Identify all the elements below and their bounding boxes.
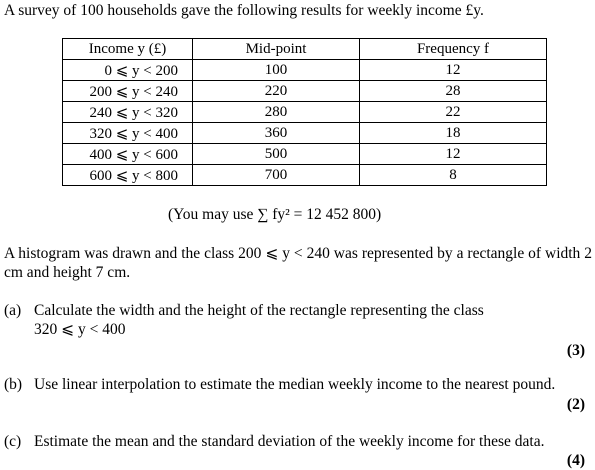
question-a-continuation: 320 ⩽ y < 400 <box>34 321 126 338</box>
frequency-cell: 18 <box>360 123 547 144</box>
header-frequency: Frequency f <box>360 39 547 60</box>
midpoint-cell: 100 <box>193 60 360 81</box>
income-cell: 0 ⩽ y < 200 <box>63 60 193 81</box>
income-cell: 320 ⩽ y < 400 <box>63 123 193 144</box>
question-c <box>4 433 544 451</box>
income-cell: 400 ⩽ y < 600 <box>63 144 193 165</box>
table-row <box>63 102 547 123</box>
formula-hint: (You may use ∑ fy² = 12 452 800) <box>168 206 382 223</box>
header-income: Income y (£) <box>63 39 193 60</box>
midpoint-cell: 700 <box>193 165 360 186</box>
question-a <box>4 302 484 320</box>
header-midpoint: Mid-point <box>193 39 360 60</box>
midpoint-cell: 220 <box>193 81 360 102</box>
intro-text: A survey of 100 households gave the following results for weekly income £y. <box>4 2 484 19</box>
frequency-cell: 28 <box>360 81 547 102</box>
question-text: Calculate the width and the height of the rectangle representing the class <box>34 302 484 319</box>
table-header-row <box>63 39 547 60</box>
question-c-marks: (4) <box>566 452 585 469</box>
midpoint-cell: 360 <box>193 123 360 144</box>
income-cell: 200 ⩽ y < 240 <box>63 81 193 102</box>
table-row <box>63 144 547 165</box>
midpoint-cell: 500 <box>193 144 360 165</box>
question-text: Estimate the mean and the standard deviation of the weekly income for these data. <box>34 433 545 450</box>
question-label: (a) <box>4 302 22 319</box>
question-text: Use linear interpolation to estimate the median weekly income to the nearest pound. <box>34 376 556 393</box>
midpoint-cell: 280 <box>193 102 360 123</box>
table-row <box>63 165 547 186</box>
income-cell: 600 ⩽ y < 800 <box>63 165 193 186</box>
frequency-cell: 22 <box>360 102 547 123</box>
frequency-cell: 8 <box>360 165 547 186</box>
income-table <box>62 38 547 186</box>
histogram-paragraph: A histogram was drawn and the class 200 ⩽ y < 240 was represented by a rectangle of width 2 cm and height 7 cm. <box>4 245 592 281</box>
question-b-marks: (2) <box>566 396 585 413</box>
question-b <box>4 376 555 394</box>
table-row <box>63 81 547 102</box>
question-a-marks: (3) <box>566 342 585 359</box>
frequency-cell: 12 <box>360 60 547 81</box>
frequency-cell: 12 <box>360 144 547 165</box>
question-label: (b) <box>4 376 23 393</box>
table-row <box>63 60 547 81</box>
income-cell: 240 ⩽ y < 320 <box>63 102 193 123</box>
question-label: (c) <box>4 433 22 450</box>
table-row <box>63 123 547 144</box>
